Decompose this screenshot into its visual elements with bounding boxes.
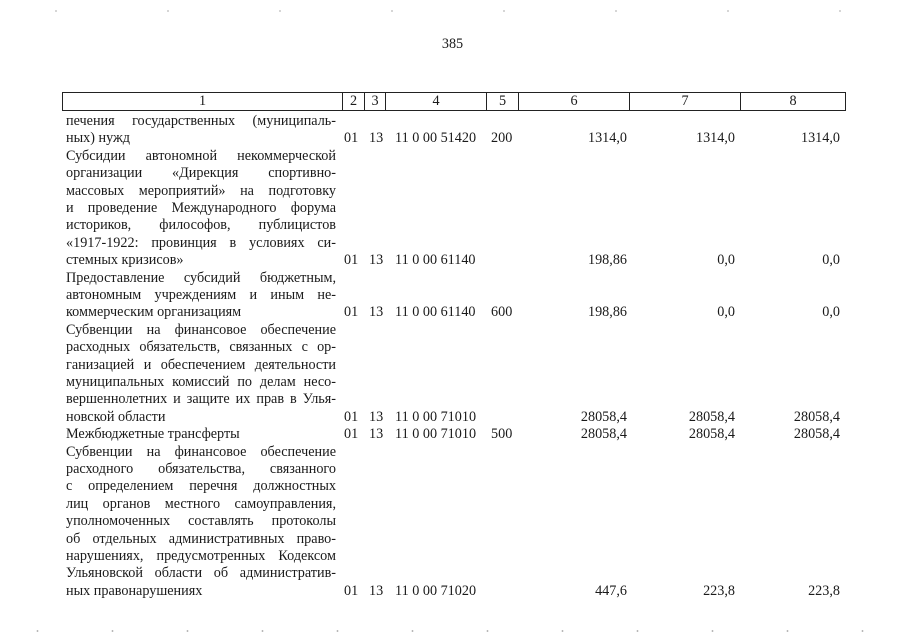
- header-col-3: 3: [365, 93, 386, 110]
- page-number: 385: [441, 36, 464, 52]
- row-description-line: новской области: [66, 409, 166, 425]
- target-item-code: 11 0 00 71010: [395, 409, 477, 425]
- row-description-line: Субвенции на финансовое обеспечение: [66, 444, 336, 460]
- target-item-code: 11 0 00 71010: [395, 426, 477, 442]
- target-item-code: 11 0 00 71020: [395, 583, 477, 599]
- subsection-code: 13: [369, 304, 384, 320]
- row-description-line: организации «Дирекция спортивно-: [66, 165, 336, 181]
- row-description-line: расходных обязательств, связанных с ор-: [66, 339, 336, 355]
- subsection-code: 13: [369, 583, 384, 599]
- row-description-line: уполномоченных составлять протоколы: [66, 513, 336, 529]
- row-description-line: Межбюджетные трансферты: [66, 426, 240, 442]
- section-code: 01: [344, 304, 359, 320]
- section-code: 01: [344, 583, 359, 599]
- row-description-line: стемных кризисов»: [66, 252, 184, 268]
- section-code: 01: [344, 426, 359, 442]
- subsection-code: 13: [369, 130, 384, 146]
- row-description-line: муниципальных комиссий по делам несо-: [66, 374, 336, 390]
- row-description-line: расходного обязательства, связанного: [66, 461, 336, 477]
- expense-type-code: 600: [491, 304, 513, 320]
- header-col-1: 1: [63, 93, 343, 110]
- row-description-line: нарушениях, предусмотренных Кодексом: [66, 548, 336, 564]
- row-description-line: коммерческим организациям: [66, 304, 242, 320]
- table-header-row: [62, 92, 846, 111]
- amount-year-1: 28058,4: [580, 426, 627, 442]
- subsection-code: 13: [369, 426, 384, 442]
- amount-year-3: 28058,4: [793, 409, 840, 425]
- amount-year-1: 198,86: [587, 304, 627, 320]
- expense-type-code: 200: [491, 130, 513, 146]
- row-description-line: «1917-1922: провинция в условиях си-: [66, 235, 336, 251]
- target-item-code: 11 0 00 61140: [395, 304, 476, 320]
- amount-year-1: 1314,0: [587, 130, 627, 146]
- row-description-line: Субсидии автономной некоммерческой: [66, 148, 336, 164]
- header-col-5: 5: [487, 93, 519, 110]
- row-description-line: ных правонарушениях: [66, 583, 203, 599]
- header-col-7: 7: [630, 93, 741, 110]
- amount-year-2: 0,0: [717, 304, 735, 320]
- amount-year-3: 223,8: [808, 583, 840, 599]
- row-description-line: ных) нужд: [66, 130, 131, 146]
- target-item-code: 11 0 00 61140: [395, 252, 476, 268]
- header-col-4: 4: [386, 93, 487, 110]
- scan-dots-bottom: [0, 629, 905, 633]
- amount-year-2: 0,0: [717, 252, 735, 268]
- section-code: 01: [344, 252, 359, 268]
- row-description-line: Ульяновской области об административ-: [66, 565, 336, 581]
- amount-year-1: 28058,4: [580, 409, 627, 425]
- amount-year-3: 0,0: [822, 252, 840, 268]
- target-item-code: 11 0 00 51420: [395, 130, 477, 146]
- amount-year-1: 198,86: [587, 252, 627, 268]
- row-description-line: массовых мероприятий» на подготовку: [66, 183, 336, 199]
- amount-year-1: 447,6: [595, 583, 627, 599]
- row-description-line: Предоставление субсидий бюджетным,: [66, 270, 336, 286]
- row-description-line: ганизацией и обеспечением деятельности: [66, 357, 336, 373]
- row-description-line: Субвенции на финансовое обеспечение: [66, 322, 336, 338]
- subsection-code: 13: [369, 252, 384, 268]
- header-col-2: 2: [343, 93, 365, 110]
- scan-dots-top: [0, 9, 905, 13]
- amount-year-3: 28058,4: [793, 426, 840, 442]
- row-description-line: с определением перечня должностных: [66, 478, 336, 494]
- row-description-line: об отдельных административных право-: [66, 531, 336, 547]
- row-description-line: автономным учреждениям и иным не-: [66, 287, 336, 303]
- subsection-code: 13: [369, 409, 384, 425]
- row-description-line: и проведение Международного форума: [66, 200, 336, 216]
- row-description-line: печения государственных (муниципаль-: [66, 113, 336, 129]
- amount-year-2: 1314,0: [695, 130, 735, 146]
- amount-year-2: 28058,4: [688, 426, 735, 442]
- amount-year-2: 223,8: [703, 583, 735, 599]
- section-code: 01: [344, 409, 359, 425]
- row-description-line: лиц органов местного самоуправления,: [66, 496, 336, 512]
- amount-year-3: 0,0: [822, 304, 840, 320]
- header-col-8: 8: [789, 93, 797, 109]
- amount-year-3: 1314,0: [800, 130, 840, 146]
- section-code: 01: [344, 130, 359, 146]
- row-description-line: историков, философов, публицистов: [66, 217, 336, 233]
- header-col-6: 6: [519, 93, 630, 110]
- expense-type-code: 500: [491, 426, 513, 442]
- amount-year-2: 28058,4: [688, 409, 735, 425]
- row-description-line: вершеннолетних и защите их прав в Улья-: [66, 391, 336, 407]
